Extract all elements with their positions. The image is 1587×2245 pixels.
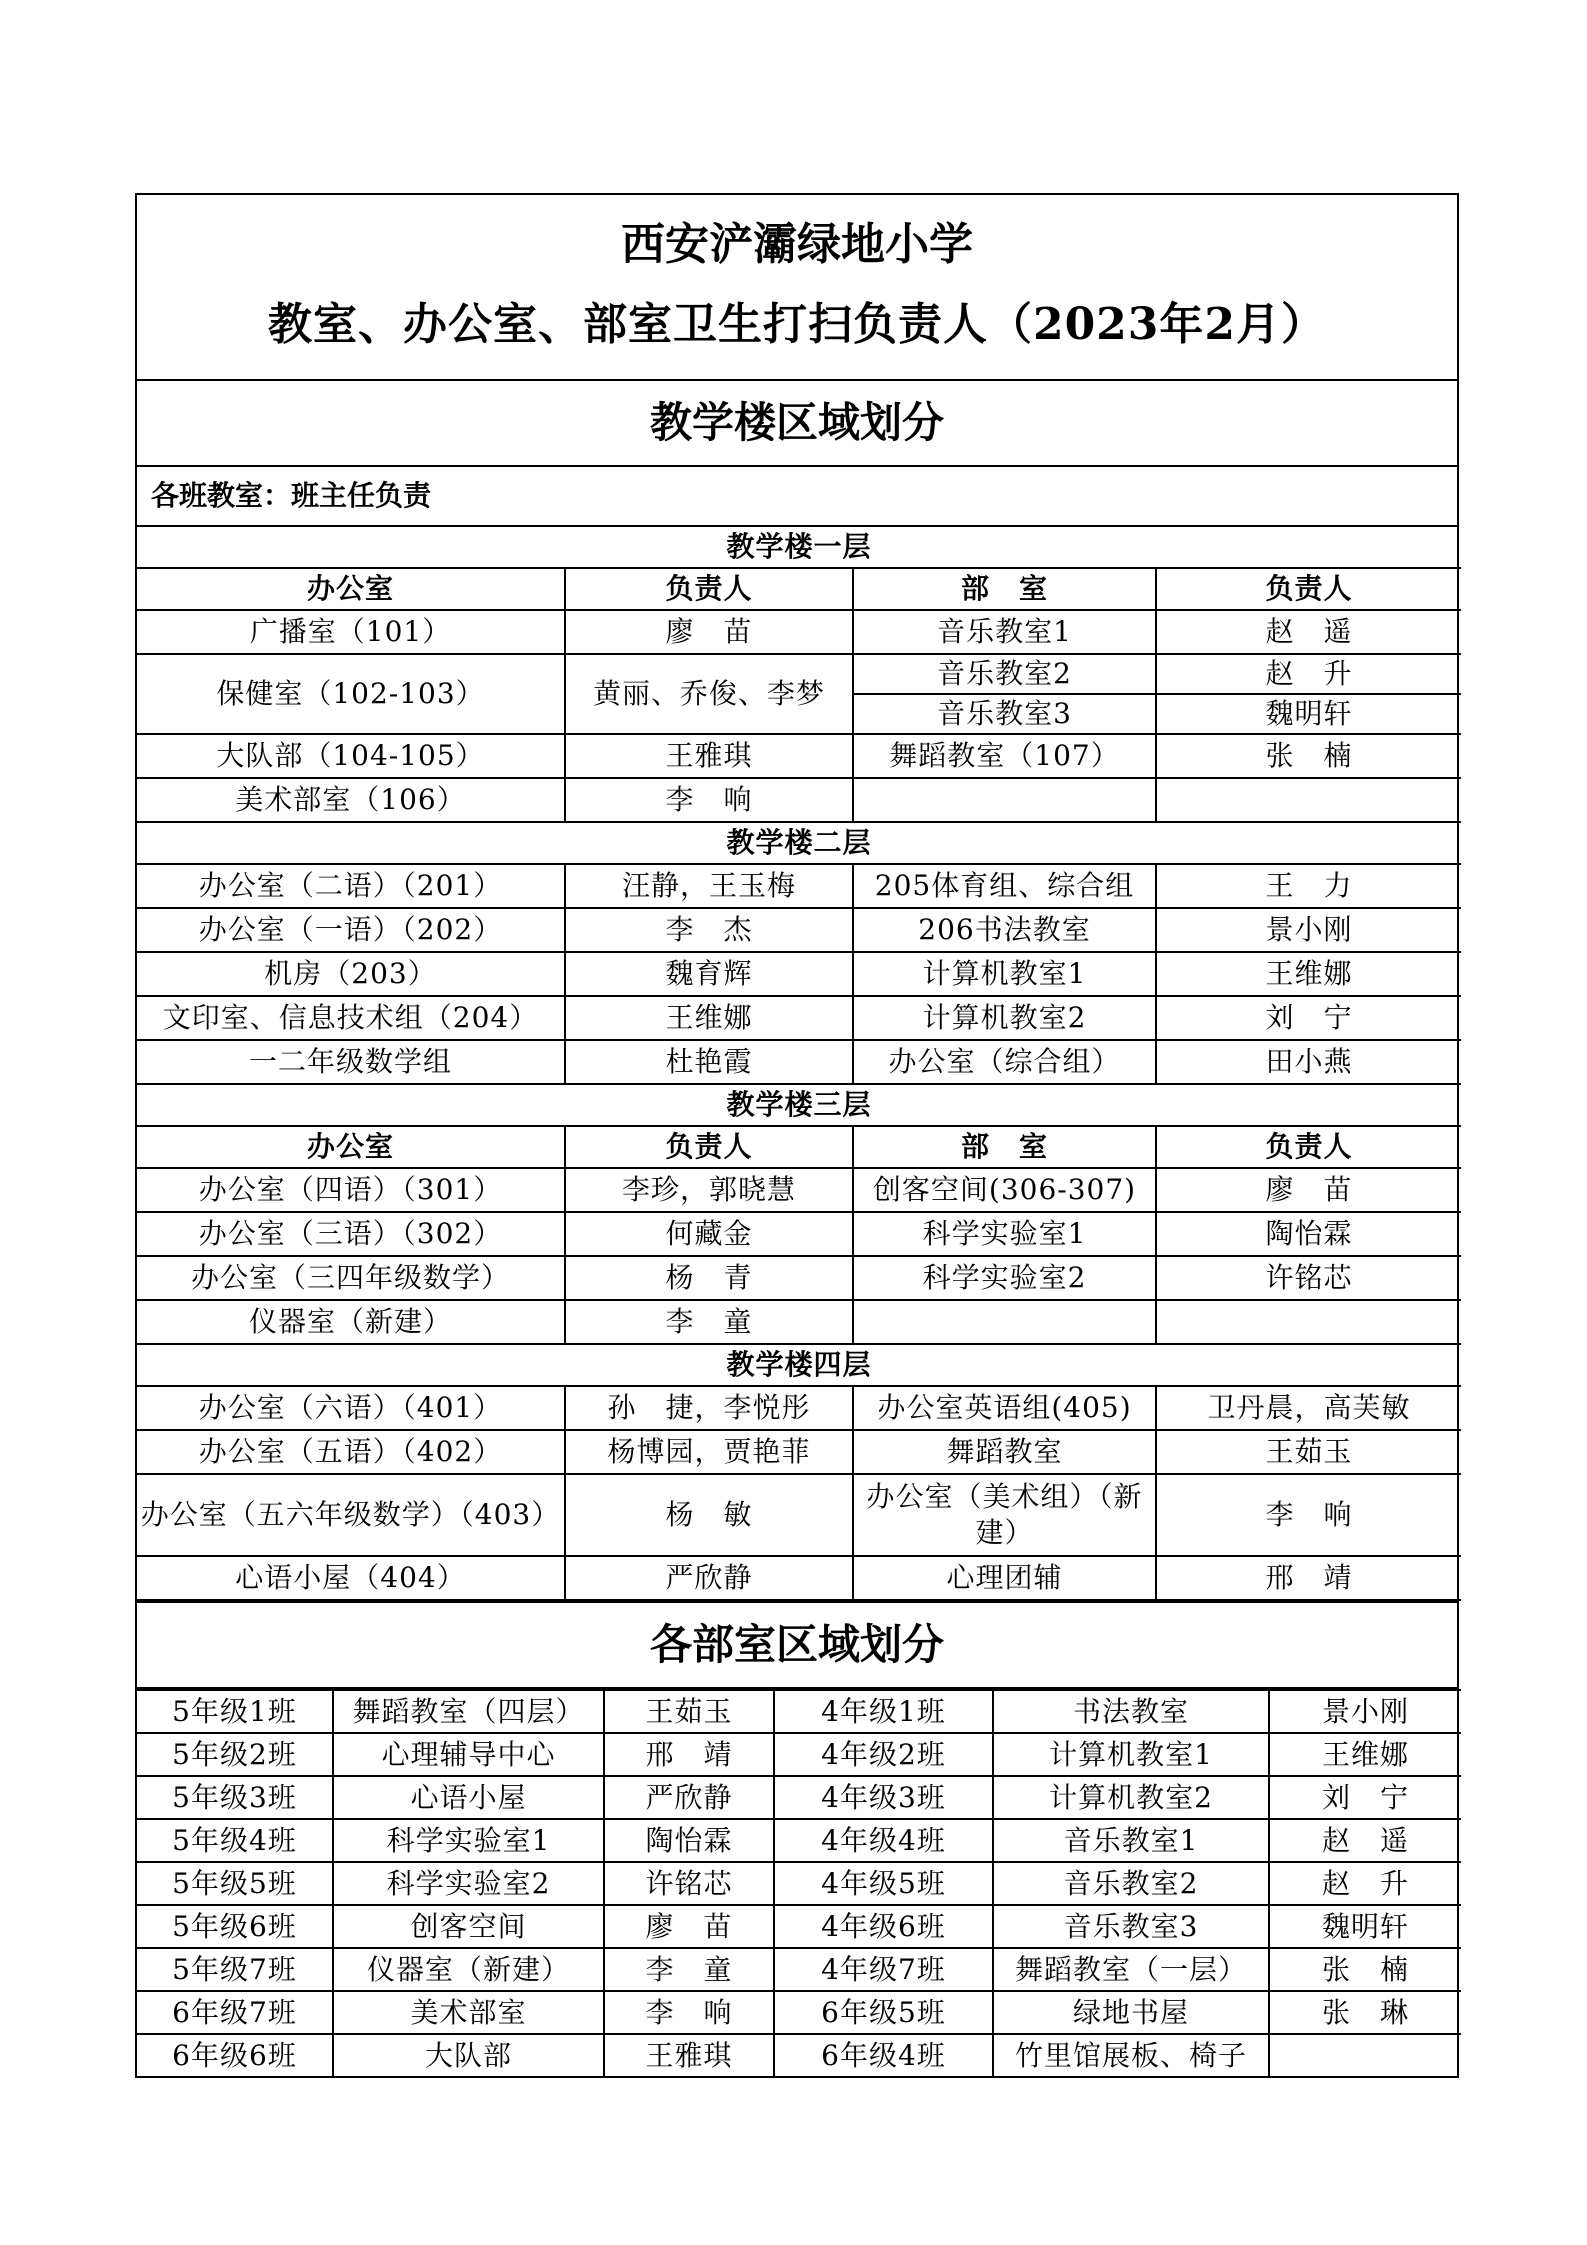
- office-cell: 办公室（二语）（201）: [137, 864, 565, 908]
- person-cell: 严欣静: [604, 1776, 774, 1819]
- col-header-office: 办公室: [137, 1126, 565, 1168]
- office-cell: 一二年级数学组: [137, 1040, 565, 1084]
- dept-cell: 心理团辅: [853, 1556, 1156, 1600]
- dept-cell: 音乐教室1: [853, 610, 1156, 654]
- table-row: [137, 778, 1461, 822]
- dept-cell: 计算机教室2: [853, 996, 1156, 1040]
- classroom-note: 各班教室：班主任负责: [137, 467, 1457, 527]
- title-block: [137, 195, 1457, 381]
- document-subtitle: 教室、办公室、部室卫生打扫负责人（2023年2月）: [267, 299, 1327, 350]
- school-title: 西安浐灞绿地小学: [621, 219, 973, 270]
- person-cell: 魏明轩: [1269, 1905, 1461, 1948]
- person-cell: 景小刚: [1269, 1690, 1461, 1733]
- class-cell: 4年级7班: [774, 1948, 993, 1991]
- room-cell: 创客空间: [333, 1905, 604, 1948]
- table-row: [137, 1733, 1461, 1776]
- class-cell: 5年级1班: [137, 1690, 333, 1733]
- person-cell: 赵 遥: [1269, 1819, 1461, 1862]
- office-cell: 办公室（六语）（401）: [137, 1386, 565, 1430]
- person-cell: 廖 苗: [604, 1905, 774, 1948]
- col-header-dept: 部 室: [853, 568, 1156, 610]
- office-cell: 办公室（四语）（301）: [137, 1168, 565, 1212]
- dept-cell: 舞蹈教室: [853, 1430, 1156, 1474]
- table-row: [137, 996, 1461, 1040]
- person-cell: 李珍，郭晓慧: [565, 1168, 853, 1212]
- table-row: [137, 952, 1461, 996]
- class-cell: 4年级2班: [774, 1733, 993, 1776]
- person2-cell: 赵 遥: [1156, 610, 1461, 654]
- col-header-office: 办公室: [137, 568, 565, 610]
- room-cell: 计算机教室1: [993, 1733, 1269, 1776]
- person-cell: 李 杰: [565, 908, 853, 952]
- section-building-title: 教学楼区域划分: [137, 381, 1457, 467]
- person-cell: 严欣静: [565, 1556, 853, 1600]
- table-row: [137, 2034, 1461, 2076]
- class-cell: 5年级5班: [137, 1862, 333, 1905]
- office-cell: 办公室（一语）（202）: [137, 908, 565, 952]
- class-cell: 4年级1班: [774, 1690, 993, 1733]
- table-row: [137, 1819, 1461, 1862]
- col-header-person: 负责人: [565, 568, 853, 610]
- class-cell: 5年级4班: [137, 1819, 333, 1862]
- room-cell: 美术部室: [333, 1991, 604, 2034]
- person-cell: 魏育辉: [565, 952, 853, 996]
- person2-cell: 许铭芯: [1156, 1256, 1461, 1300]
- dept-cell: 音乐教室2: [853, 654, 1156, 694]
- table-row: [137, 654, 1461, 694]
- person2-cell: 张 楠: [1156, 734, 1461, 778]
- room-cell: 仪器室（新建）: [333, 1948, 604, 1991]
- dept-cell: 办公室英语组(405): [853, 1386, 1156, 1430]
- room-cell: 音乐教室2: [993, 1862, 1269, 1905]
- table-row: [137, 1862, 1461, 1905]
- office-cell: 文印室、信息技术组（204）: [137, 996, 565, 1040]
- person-cell: 王雅琪: [565, 734, 853, 778]
- person-cell: 王维娜: [565, 996, 853, 1040]
- person-cell: 孙 捷，李悦彤: [565, 1386, 853, 1430]
- office-cell: 办公室（三语）（302）: [137, 1212, 565, 1256]
- dept-cell: 办公室（综合组）: [853, 1040, 1156, 1084]
- table-row: [137, 908, 1461, 952]
- person2-cell: 景小刚: [1156, 908, 1461, 952]
- table-row: [137, 1556, 1461, 1600]
- dept-cell: [853, 1300, 1156, 1344]
- person-cell: 陶怡霖: [604, 1819, 774, 1862]
- table-row: [137, 734, 1461, 778]
- person2-cell: 李 响: [1156, 1474, 1461, 1556]
- room-cell: 绿地书屋: [993, 1991, 1269, 2034]
- room-cell: 书法教室: [993, 1690, 1269, 1733]
- person-cell: 李 童: [565, 1300, 853, 1344]
- person-cell: [1269, 2034, 1461, 2076]
- office-cell: 仪器室（新建）: [137, 1300, 565, 1344]
- person-cell: 王雅琪: [604, 2034, 774, 2076]
- col-header-dept: 部 室: [853, 1126, 1156, 1168]
- person-cell: 汪静，王玉梅: [565, 864, 853, 908]
- person2-cell: 卫丹晨，高芙敏: [1156, 1386, 1461, 1430]
- class-cell: 6年级6班: [137, 2034, 333, 2076]
- person2-cell: [1156, 1300, 1461, 1344]
- floor-heading: 教学楼三层: [137, 1084, 1461, 1126]
- office-cell: 机房（203）: [137, 952, 565, 996]
- person-cell: 邢 靖: [604, 1733, 774, 1776]
- table-row: [137, 1948, 1461, 1991]
- table-row: [137, 1991, 1461, 2034]
- table-row: [137, 1040, 1461, 1084]
- room-cell: 舞蹈教室（四层）: [333, 1690, 604, 1733]
- office-cell: 大队部（104-105）: [137, 734, 565, 778]
- class-cell: 4年级5班: [774, 1862, 993, 1905]
- dept-cell: 205体育组、综合组: [853, 864, 1156, 908]
- office-cell: 美术部室（106）: [137, 778, 565, 822]
- dept-cell: [853, 778, 1156, 822]
- class-cell: 6年级4班: [774, 2034, 993, 2076]
- person2-cell: 刘 宁: [1156, 996, 1461, 1040]
- class-cell: 4年级6班: [774, 1905, 993, 1948]
- person-cell: 王维娜: [1269, 1733, 1461, 1776]
- person-cell: 杜艳霞: [565, 1040, 853, 1084]
- building-table: [137, 527, 1461, 1601]
- section-dept-title: 各部室区域划分: [137, 1601, 1457, 1689]
- person-cell: 黄丽、乔俊、李梦: [565, 654, 853, 734]
- class-cell: 5年级3班: [137, 1776, 333, 1819]
- table-row: [137, 1905, 1461, 1948]
- person-cell: 张 琳: [1269, 1991, 1461, 2034]
- dept-cell: 计算机教室1: [853, 952, 1156, 996]
- floor-heading: 教学楼一层: [137, 527, 1461, 568]
- class-cell: 6年级5班: [774, 1991, 993, 2034]
- dept-cell: 206书法教室: [853, 908, 1156, 952]
- floor-heading: 教学楼二层: [137, 822, 1461, 864]
- room-cell: 竹里馆展板、椅子: [993, 2034, 1269, 2076]
- table-row: [137, 1690, 1461, 1733]
- office-cell: 办公室（五语）（402）: [137, 1430, 565, 1474]
- person2-cell: 廖 苗: [1156, 1168, 1461, 1212]
- table-row: [137, 1386, 1461, 1430]
- room-cell: 音乐教室3: [993, 1905, 1269, 1948]
- dept-cell: 创客空间(306-307): [853, 1168, 1156, 1212]
- person-cell: 李 响: [565, 778, 853, 822]
- dept-cell: 办公室（美术组）（新建）: [853, 1474, 1156, 1556]
- person2-cell: 田小燕: [1156, 1040, 1461, 1084]
- room-cell: 科学实验室2: [333, 1862, 604, 1905]
- table-row: [137, 1168, 1461, 1212]
- dept-table: [137, 1689, 1461, 2076]
- office-cell: 办公室（五六年级数学）（403）: [137, 1474, 565, 1556]
- table-row: [137, 1430, 1461, 1474]
- person-cell: 廖 苗: [565, 610, 853, 654]
- table-row: [137, 1474, 1461, 1556]
- document-frame: [135, 193, 1459, 2078]
- dept-cell: 音乐教室3: [853, 694, 1156, 734]
- table-row: [137, 864, 1461, 908]
- floor-heading: 教学楼四层: [137, 1344, 1461, 1386]
- person-cell: 刘 宁: [1269, 1776, 1461, 1819]
- person-cell: 杨 敏: [565, 1474, 853, 1556]
- person2-cell: 王茹玉: [1156, 1430, 1461, 1474]
- room-cell: 科学实验室1: [333, 1819, 604, 1862]
- person2-cell: 魏明轩: [1156, 694, 1461, 734]
- room-cell: 心语小屋: [333, 1776, 604, 1819]
- dept-cell: 科学实验室2: [853, 1256, 1156, 1300]
- person2-cell: 赵 升: [1156, 654, 1461, 694]
- table-row: [137, 1256, 1461, 1300]
- dept-cell: 科学实验室1: [853, 1212, 1156, 1256]
- person-cell: 许铭芯: [604, 1862, 774, 1905]
- class-cell: 5年级7班: [137, 1948, 333, 1991]
- person-cell: 赵 升: [1269, 1862, 1461, 1905]
- person2-cell: 邢 靖: [1156, 1556, 1461, 1600]
- col-header-person: 负责人: [565, 1126, 853, 1168]
- person-cell: 王茹玉: [604, 1690, 774, 1733]
- office-cell: 办公室（三四年级数学）: [137, 1256, 565, 1300]
- table-row: [137, 1776, 1461, 1819]
- person-cell: 李 响: [604, 1991, 774, 2034]
- room-cell: 心理辅导中心: [333, 1733, 604, 1776]
- person2-cell: 王 力: [1156, 864, 1461, 908]
- person-cell: 何藏金: [565, 1212, 853, 1256]
- room-cell: 舞蹈教室（一层）: [993, 1948, 1269, 1991]
- person-cell: 杨博园，贾艳菲: [565, 1430, 853, 1474]
- col-header-person2: 负责人: [1156, 568, 1461, 610]
- col-header-person2: 负责人: [1156, 1126, 1461, 1168]
- class-cell: 5年级6班: [137, 1905, 333, 1948]
- table-row: [137, 1300, 1461, 1344]
- person2-cell: 王维娜: [1156, 952, 1461, 996]
- room-cell: 大队部: [333, 2034, 604, 2076]
- dept-cell: 舞蹈教室（107）: [853, 734, 1156, 778]
- class-cell: 4年级4班: [774, 1819, 993, 1862]
- table-row: [137, 1212, 1461, 1256]
- room-cell: 音乐教室1: [993, 1819, 1269, 1862]
- person-cell: 张 楠: [1269, 1948, 1461, 1991]
- office-cell: 保健室（102-103）: [137, 654, 565, 734]
- class-cell: 5年级2班: [137, 1733, 333, 1776]
- person2-cell: [1156, 778, 1461, 822]
- room-cell: 计算机教室2: [993, 1776, 1269, 1819]
- person2-cell: 陶怡霖: [1156, 1212, 1461, 1256]
- class-cell: 6年级7班: [137, 1991, 333, 2034]
- class-cell: 4年级3班: [774, 1776, 993, 1819]
- person-cell: 杨 青: [565, 1256, 853, 1300]
- office-cell: 心语小屋（404）: [137, 1556, 565, 1600]
- person-cell: 李 童: [604, 1948, 774, 1991]
- table-row: [137, 610, 1461, 654]
- office-cell: 广播室（101）: [137, 610, 565, 654]
